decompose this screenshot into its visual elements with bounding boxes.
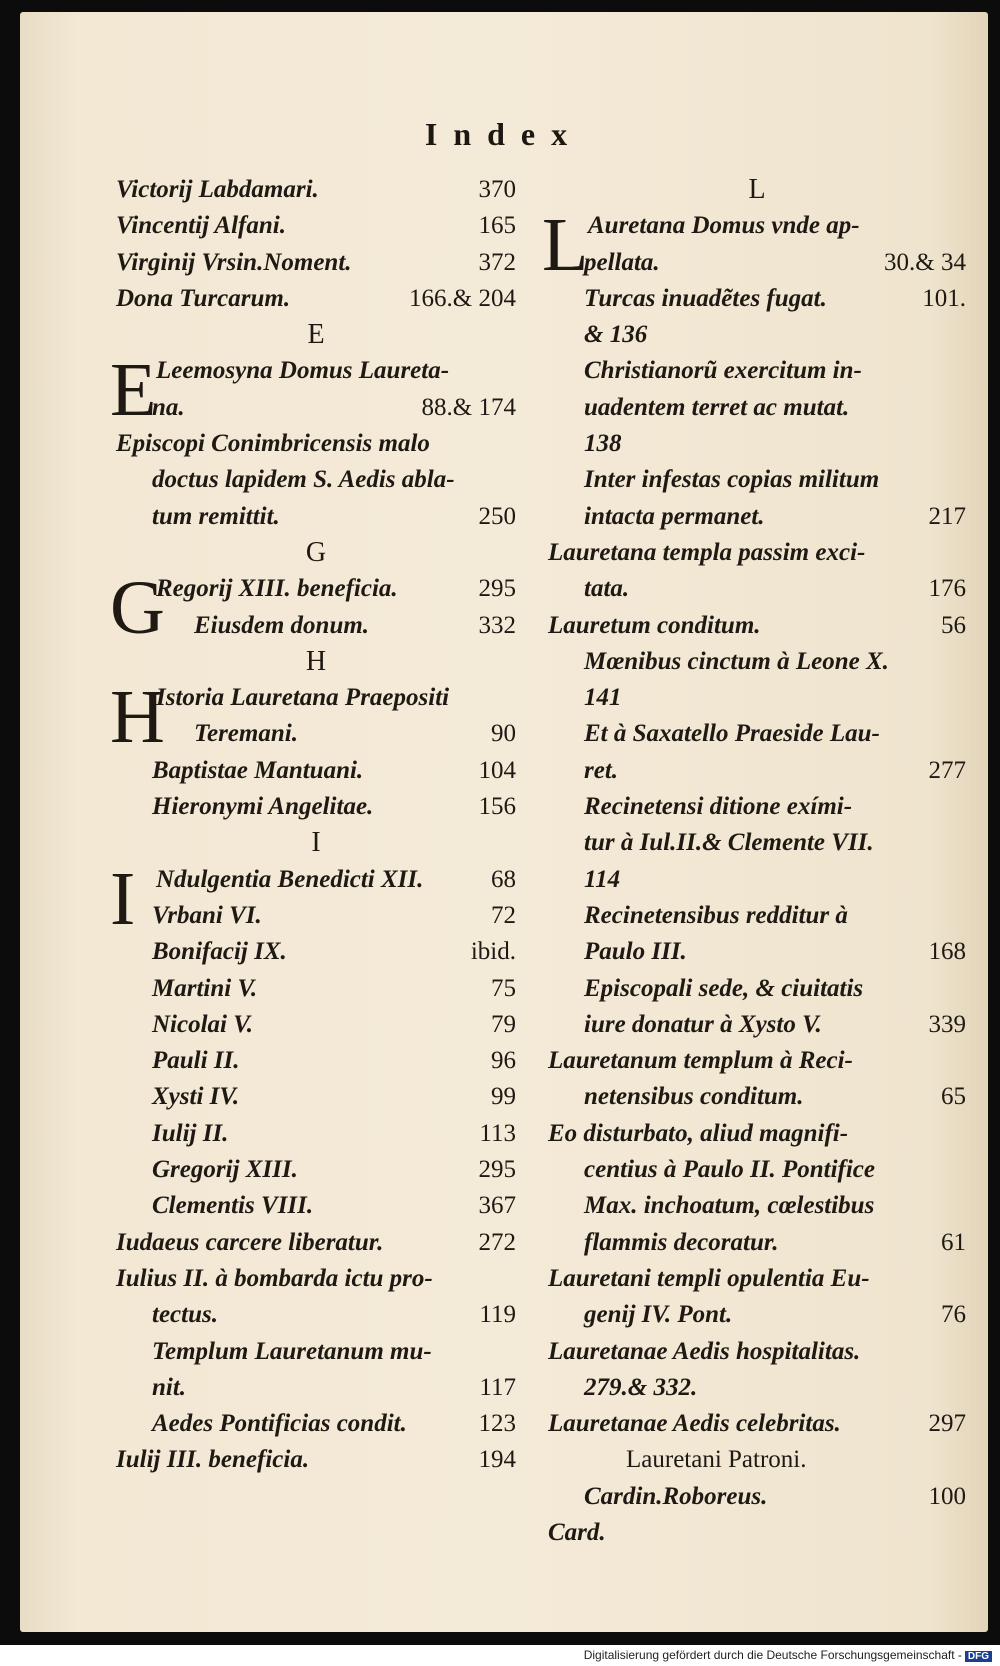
index-entry — [116, 172, 516, 208]
entry-text: na. — [152, 393, 185, 421]
entry-text: Vrbani VI. — [152, 901, 262, 929]
section-letter: I — [311, 827, 321, 859]
entry-text: Istoria Lauretana Praepositi — [156, 684, 450, 712]
page-reference: 100 — [928, 1482, 966, 1510]
index-entry — [116, 1116, 516, 1152]
index-entry — [116, 1261, 516, 1297]
index-entry — [116, 934, 516, 970]
entry-text: iure donatur à Xysto V. — [584, 1010, 822, 1038]
drop-cap: L — [542, 203, 589, 288]
index-entry — [116, 245, 516, 281]
index-entry — [548, 862, 966, 898]
index-entry — [116, 1297, 516, 1333]
page-reference: 194 — [478, 1446, 516, 1474]
entry-text: Episcopali sede, & ciuitatis — [584, 974, 864, 1002]
entry-text: Max. inchoatum, cœlestibus — [584, 1192, 875, 1220]
entry-text: 114 — [584, 865, 621, 893]
index-entry — [548, 1442, 966, 1478]
entry-text: Xysti IV. — [152, 1083, 240, 1111]
entry-text: Nicolai V. — [152, 1010, 253, 1038]
index-entry — [116, 1043, 516, 1079]
entry-text: Hieronymi Angelitae. — [152, 793, 374, 821]
page-reference: 68 — [491, 865, 516, 893]
dfg-logo: DFG — [965, 1651, 992, 1662]
page-reference: 156 — [478, 793, 516, 821]
entry-text: Lauretanae Aedis celebritas. — [548, 1410, 841, 1438]
index-entry — [548, 1152, 966, 1188]
entry-text: Ndulgentia Benedicti XII. — [156, 865, 424, 893]
page-reference: 119 — [479, 1301, 516, 1329]
entry-text: netensibus conditum. — [584, 1083, 804, 1111]
index-entry — [548, 1479, 966, 1515]
index-entry — [548, 1007, 966, 1043]
page-reference: ibid. — [470, 938, 516, 966]
credit-text: Digitalisierung gefördert durch die Deutsche Forschungsgemeinschaft - — [583, 1648, 962, 1662]
left-column — [110, 172, 516, 1479]
entry-text: Eo disturbato, aliud magnifi- — [548, 1119, 849, 1147]
section-letter: G — [305, 536, 327, 568]
page-reference: 79 — [491, 1010, 516, 1038]
index-entry — [116, 753, 516, 789]
entry-text: Lauretanae Aedis hospitalitas. — [548, 1337, 861, 1365]
entry-text: Recinetensi ditione exími- — [584, 793, 853, 821]
page-reference: 277 — [928, 756, 966, 784]
index-entry — [548, 245, 966, 281]
index-entry — [548, 1261, 966, 1297]
index-entry — [116, 426, 516, 462]
index-entry — [548, 644, 966, 680]
entry-text: flammis decoratur. — [584, 1228, 779, 1256]
entry-text: Lauretani templi opulentia Eu- — [548, 1264, 870, 1292]
section-letter: H — [305, 645, 327, 677]
page-reference: 168 — [928, 938, 966, 966]
entry-text: tata. — [584, 575, 630, 603]
index-entry — [116, 281, 516, 317]
page-reference: 90 — [491, 720, 516, 748]
entry-text: doctus lapidem S. Aedis abla- — [152, 466, 455, 494]
index-entry — [548, 1370, 966, 1406]
entry-text: Cardin.Roboreus. — [584, 1482, 768, 1510]
page-reference: 165 — [478, 212, 516, 240]
entry-text: pellata. — [584, 248, 660, 276]
index-entry — [548, 1116, 966, 1152]
index-entry — [116, 716, 516, 752]
digitization-credit — [584, 1648, 992, 1662]
index-entry — [548, 608, 966, 644]
page-reference: 72 — [491, 901, 516, 929]
index-entry — [548, 716, 966, 752]
page-reference: 30.& 34 — [884, 248, 966, 276]
entry-text: genij IV. Pont. — [584, 1301, 733, 1329]
page-reference: 250 — [478, 502, 516, 530]
entry-text: Mœnibus cinctum à Leone X. — [584, 647, 889, 675]
page-reference: 113 — [479, 1119, 516, 1147]
entry-text: Recinetensibus redditur à — [584, 901, 848, 929]
drop-cap: I — [110, 856, 136, 941]
page-reference: 295 — [478, 1156, 516, 1184]
page-reference: 370 — [478, 176, 516, 203]
index-entry — [116, 1079, 516, 1115]
index-entry — [548, 462, 966, 498]
index-entry — [548, 1334, 966, 1370]
entry-text: Bonifacij IX. — [152, 938, 287, 966]
entry-text: Eiusdem donum. — [194, 611, 370, 639]
entry-text: 138 — [584, 430, 622, 458]
entry-text: Pauli II. — [152, 1047, 240, 1075]
page-reference: 117 — [479, 1373, 516, 1401]
entry-text: Lauretana templa passim exci- — [548, 538, 866, 566]
index-entry — [116, 1225, 516, 1261]
entry-text: Lauretanum templum à Reci- — [548, 1047, 853, 1075]
index-entry — [548, 680, 966, 716]
index-entry — [116, 1406, 516, 1442]
entry-text: tum remittit. — [152, 502, 280, 530]
entry-text: Iulij II. — [152, 1119, 229, 1147]
index-entry — [116, 208, 516, 244]
index-entry — [116, 499, 516, 535]
page-reference: 295 — [478, 575, 516, 603]
index-entry — [116, 789, 516, 825]
page-reference: 339 — [928, 1010, 966, 1038]
entry-text: Et à Saxatello Praeside Lau- — [584, 720, 880, 748]
section-letter: E — [307, 319, 325, 351]
entry-text: Lauretani Patroni. — [626, 1446, 807, 1474]
entry-text: Episcopi Conimbricensis malo — [116, 430, 430, 458]
entry-text: Iulius II. à bombarda ictu pro- — [116, 1264, 433, 1292]
index-entry — [548, 353, 966, 389]
right-column — [542, 172, 966, 1551]
page-reference: 297 — [928, 1410, 966, 1438]
entry-text: Lauretum conditum. — [548, 611, 761, 639]
entry-text: Paulo III. — [584, 938, 687, 966]
index-entry — [548, 1079, 966, 1115]
entry-text: Inter infestas copias militum — [584, 466, 880, 494]
entry-text: Virginij Vrsin.Noment. — [116, 248, 352, 276]
entry-text: Turcas inuadẽtes fugat. — [584, 284, 827, 312]
entry-text: Iudaeus carcere liberatur. — [116, 1228, 384, 1256]
index-entry — [116, 1007, 516, 1043]
index-entry — [548, 898, 966, 934]
entry-text: tectus. — [152, 1301, 218, 1329]
entry-text: 141 — [584, 684, 622, 712]
index-entry — [548, 535, 966, 571]
page-reference: 88.& 174 — [421, 393, 516, 421]
page-reference: 99 — [491, 1083, 516, 1111]
index-entry — [548, 1188, 966, 1224]
entry-text: & 136 — [584, 321, 648, 349]
drop-cap: H — [110, 675, 165, 760]
index-entry — [548, 390, 966, 426]
index-entry — [548, 1043, 966, 1079]
page-reference: 101. — [922, 284, 966, 312]
entry-text: tur à Iul.II.& Clemente VII. — [584, 829, 874, 857]
index-entry — [116, 898, 516, 934]
index-entry — [548, 317, 966, 353]
section-letter: L — [748, 174, 766, 205]
index-entry — [548, 281, 966, 317]
index-entry — [548, 753, 966, 789]
index-entry — [548, 971, 966, 1007]
index-entry — [548, 1225, 966, 1261]
page-reference: 123 — [478, 1410, 516, 1438]
page-reference: 272 — [478, 1228, 516, 1256]
entry-text: centius à Paulo II. Pontifice — [584, 1156, 875, 1184]
page-reference: 56 — [941, 611, 966, 639]
index-entry — [548, 789, 966, 825]
drop-cap: E — [110, 348, 157, 433]
index-entry — [116, 1152, 516, 1188]
index-entry — [116, 1442, 516, 1478]
page-reference: 76 — [941, 1301, 966, 1329]
page-reference: 372 — [478, 248, 516, 276]
entry-text: Regorij XIII. beneficia. — [156, 575, 398, 603]
entry-text: Vincentij Alfani. — [116, 212, 286, 240]
index-entry — [548, 426, 966, 462]
page-reference: 332 — [478, 611, 516, 639]
page-reference: 75 — [491, 974, 516, 1002]
entry-text: Gregorij XIII. — [152, 1156, 298, 1184]
index-entry — [548, 934, 966, 970]
entry-text: intacta permanet. — [584, 502, 765, 530]
index-entry — [548, 825, 966, 861]
entry-text: Leemosyna Domus Laureta- — [156, 357, 450, 385]
entry-text: Templum Lauretanum mu- — [152, 1337, 432, 1365]
page-reference: 166.& 204 — [409, 284, 516, 312]
entry-text: ret. — [584, 756, 619, 784]
page-reference: 61 — [941, 1228, 966, 1256]
page-reference: 96 — [491, 1047, 516, 1075]
index-entry — [116, 462, 516, 498]
entry-text: Teremani. — [194, 720, 298, 748]
index-entry — [116, 971, 516, 1007]
page-reference: 217 — [928, 502, 966, 530]
book-page — [20, 12, 988, 1632]
entry-text: Martini V. — [152, 974, 258, 1002]
entry-text: Christianorũ exercitum in- — [584, 357, 862, 385]
entry-text: Dona Turcarum. — [116, 284, 291, 312]
entry-text: Auretana Domus vnde ap- — [588, 212, 860, 240]
page-reference: 104 — [478, 756, 516, 784]
entry-text: Baptistae Mantuani. — [152, 756, 364, 784]
entry-text: Card. — [548, 1518, 606, 1546]
entry-text: Clementis VIII. — [152, 1192, 314, 1220]
entry-text: Victorij Labdamari. — [116, 176, 319, 203]
page-reference: 176 — [928, 575, 966, 603]
page-reference: 367 — [478, 1192, 516, 1220]
entry-text: nit. — [152, 1373, 187, 1401]
index-entry — [548, 571, 966, 607]
index-entry — [548, 499, 966, 535]
entry-text: Iulij III. beneficia. — [116, 1446, 310, 1474]
index-entry — [116, 1334, 516, 1370]
index-entry — [116, 1188, 516, 1224]
index-entry — [548, 1297, 966, 1333]
drop-cap: G — [110, 566, 165, 651]
entry-text: 279.& 332. — [584, 1373, 698, 1401]
index-entry — [116, 608, 516, 644]
entry-text: uadentem terret ac mutat. — [584, 393, 850, 421]
index-entry — [116, 390, 516, 426]
entry-text: Aedes Pontificias condit. — [152, 1410, 407, 1438]
index-entry — [548, 1406, 966, 1442]
page-header: Index — [424, 116, 584, 152]
page-reference: 65 — [941, 1083, 966, 1111]
index-entry — [116, 1370, 516, 1406]
index-entry — [548, 1515, 966, 1551]
